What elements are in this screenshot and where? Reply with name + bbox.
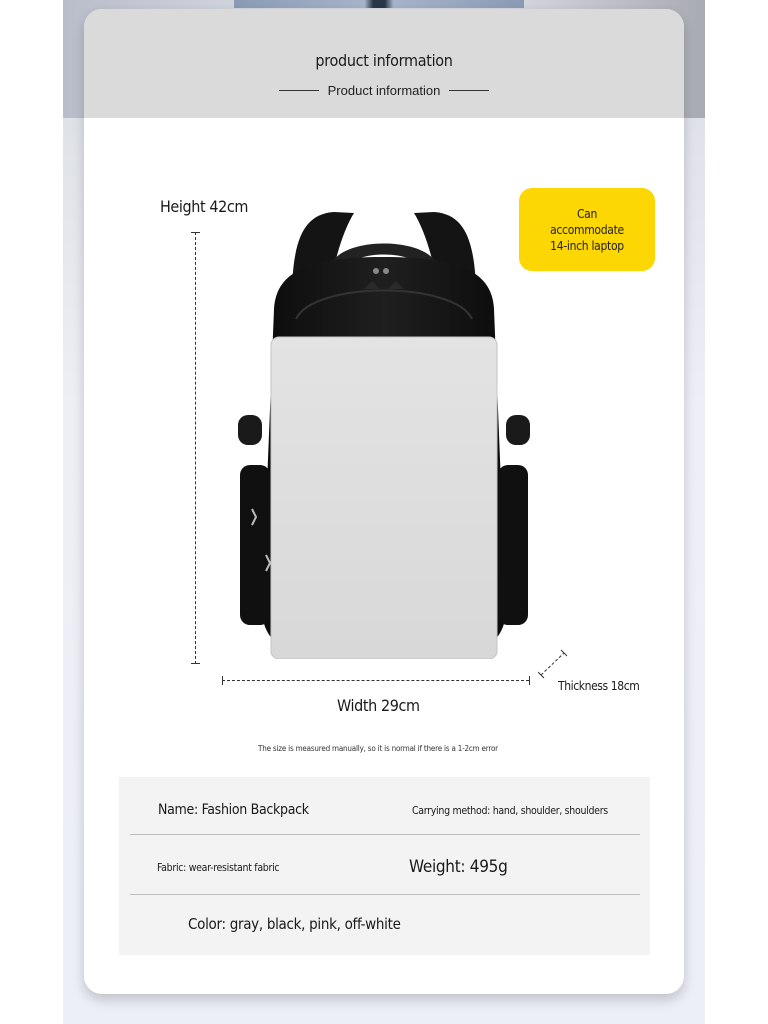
specs-divider-2 — [130, 894, 640, 895]
section-subtitle-row — [84, 83, 684, 98]
badge-line-2: accommodate — [550, 222, 624, 237]
card-header — [84, 9, 684, 118]
laptop-capacity-badge — [519, 188, 655, 271]
width-dimension-line — [222, 680, 529, 681]
top-photo-fragment — [234, 0, 524, 8]
spec-weight: Weight: 495g — [409, 857, 508, 877]
spec-name: Name: Fashion Backpack — [158, 802, 309, 818]
specs-divider-1 — [130, 834, 640, 835]
spec-color: Color: gray, black, pink, off-white — [188, 915, 401, 933]
thickness-label: Thickness 18cm — [558, 679, 640, 693]
backpack-image — [234, 209, 534, 659]
subtitle-rule-right — [449, 90, 489, 91]
badge-line-3: 14-inch laptop — [550, 238, 624, 253]
height-dimension-line — [195, 232, 196, 664]
subtitle-rule-left — [279, 90, 319, 91]
section-subtitle: Product information — [327, 83, 441, 98]
spec-carrying-method: Carrying method: hand, shoulder, shoulders — [412, 805, 608, 817]
thickness-dimension-line — [538, 649, 568, 679]
badge-line-1: Can — [576, 206, 598, 221]
section-title: product information — [315, 51, 453, 70]
spec-fabric: Fabric: wear-resistant fabric — [157, 862, 280, 874]
measurement-note: The size is measured manually, so it is normal if there is a 1-2cm error — [258, 744, 498, 753]
height-label: Height 42cm — [160, 197, 249, 216]
width-cap-right — [529, 676, 530, 685]
width-label: Width 29cm — [337, 696, 420, 715]
product-info-card — [84, 9, 684, 994]
height-cap-bottom — [191, 663, 200, 664]
specs-panel — [119, 777, 650, 955]
